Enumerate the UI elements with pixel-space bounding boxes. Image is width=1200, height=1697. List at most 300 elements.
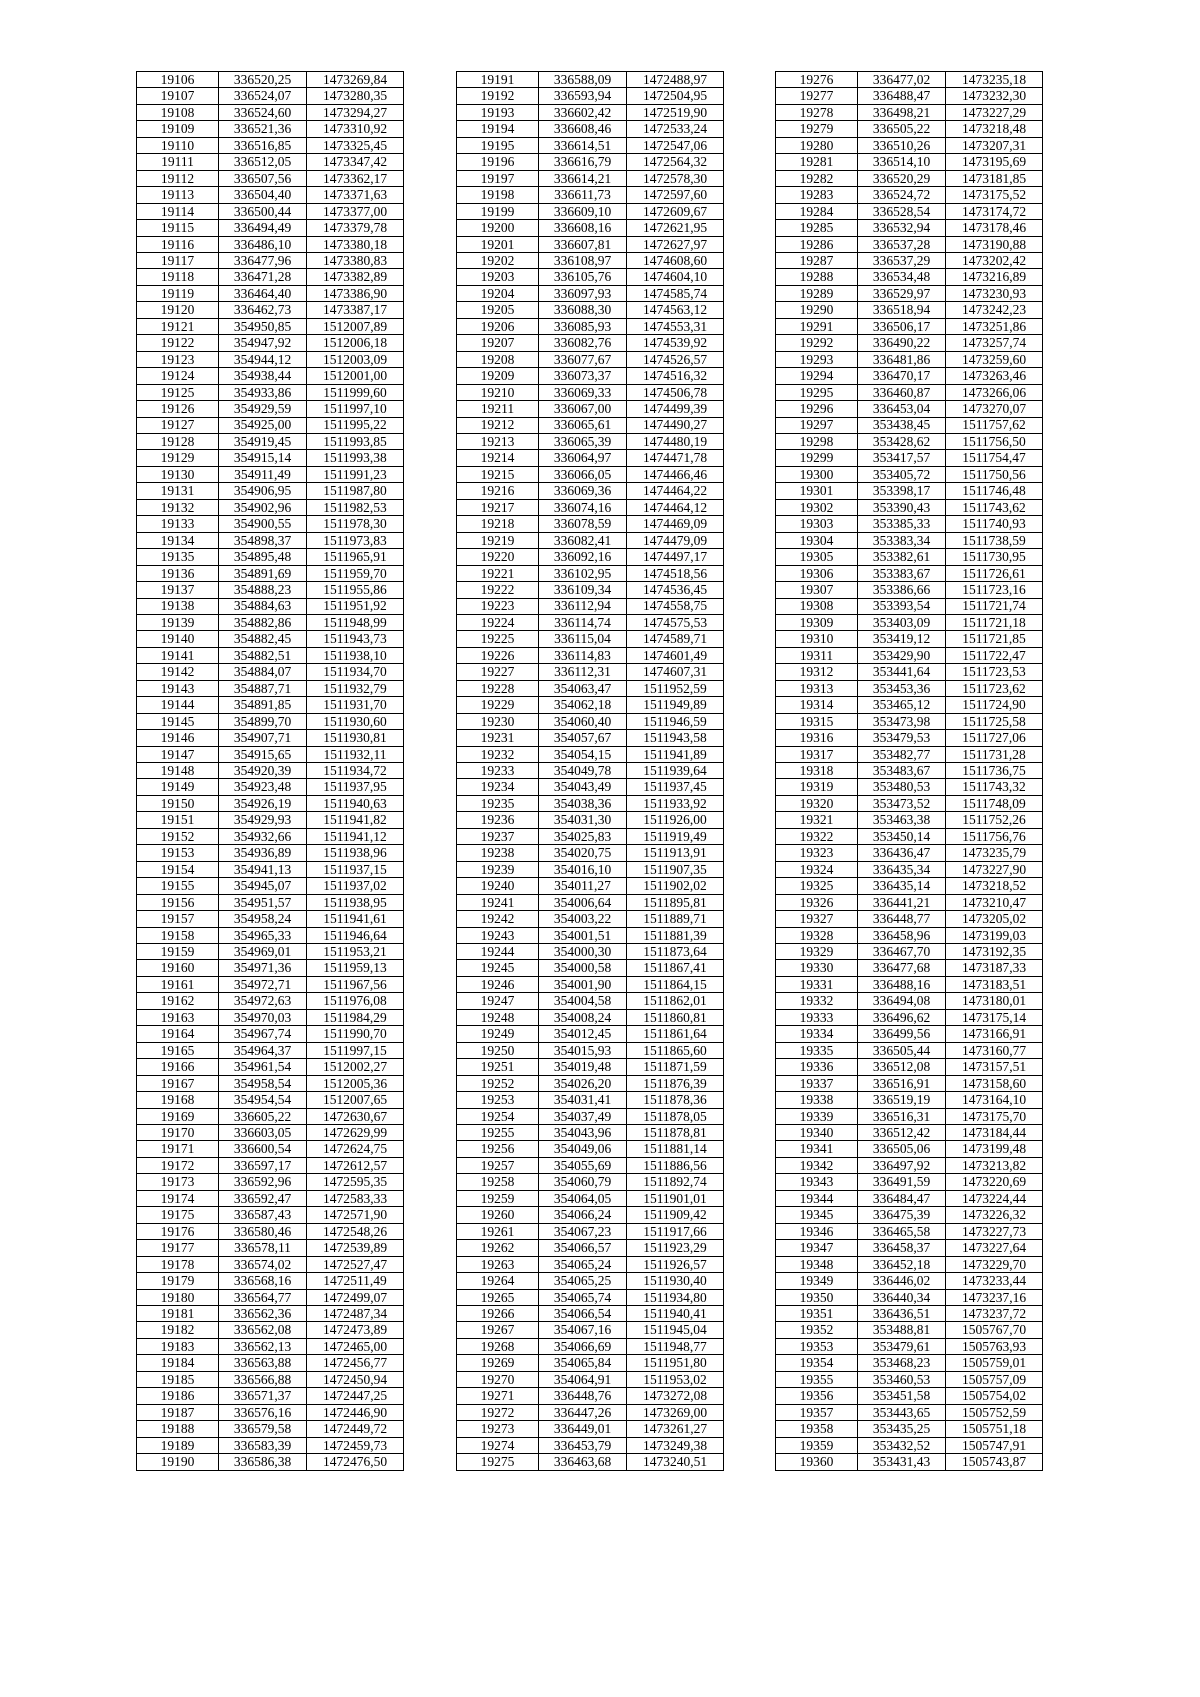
y-coordinate-cell: 1511901,01 bbox=[627, 1190, 724, 1206]
y-coordinate-cell: 1473270,07 bbox=[946, 401, 1043, 417]
y-coordinate-cell: 1511881,14 bbox=[627, 1141, 724, 1157]
point-number-cell: 19162 bbox=[137, 993, 219, 1009]
table-row bbox=[457, 1404, 724, 1420]
point-number-cell: 19156 bbox=[137, 894, 219, 910]
table-row bbox=[137, 72, 404, 88]
x-coordinate-cell: 336505,06 bbox=[858, 1141, 946, 1157]
point-number-cell: 19196 bbox=[457, 154, 539, 170]
table-row bbox=[137, 812, 404, 828]
point-number-cell: 19316 bbox=[776, 730, 858, 746]
x-coordinate-cell: 354065,25 bbox=[539, 1273, 627, 1289]
table-row bbox=[776, 252, 1043, 268]
point-number-cell: 19117 bbox=[137, 252, 219, 268]
point-number-cell: 19179 bbox=[137, 1273, 219, 1289]
point-number-cell: 19296 bbox=[776, 401, 858, 417]
x-coordinate-cell: 336534,48 bbox=[858, 269, 946, 285]
point-number-cell: 19264 bbox=[457, 1273, 539, 1289]
table-row bbox=[776, 285, 1043, 301]
point-number-cell: 19322 bbox=[776, 828, 858, 844]
table-row bbox=[776, 335, 1043, 351]
point-number-cell: 19171 bbox=[137, 1141, 219, 1157]
table-row bbox=[776, 549, 1043, 565]
y-coordinate-cell: 1473199,03 bbox=[946, 927, 1043, 943]
x-coordinate-cell: 354003,22 bbox=[539, 911, 627, 927]
y-coordinate-cell: 1511926,00 bbox=[627, 812, 724, 828]
x-coordinate-cell: 354969,01 bbox=[219, 944, 307, 960]
point-number-cell: 19132 bbox=[137, 499, 219, 515]
point-number-cell: 19330 bbox=[776, 960, 858, 976]
point-number-cell: 19254 bbox=[457, 1108, 539, 1124]
y-coordinate-cell: 1511959,70 bbox=[307, 565, 404, 581]
y-coordinate-cell: 1474490,27 bbox=[627, 417, 724, 433]
x-coordinate-cell: 336592,47 bbox=[219, 1190, 307, 1206]
y-coordinate-cell: 1511941,61 bbox=[307, 911, 404, 927]
table-row bbox=[776, 614, 1043, 630]
coordinates-table-2 bbox=[456, 71, 724, 1471]
table-row bbox=[457, 466, 724, 482]
point-number-cell: 19206 bbox=[457, 318, 539, 334]
table-row bbox=[457, 1190, 724, 1206]
table-row bbox=[457, 680, 724, 696]
table-row bbox=[457, 1322, 724, 1338]
point-number-cell: 19242 bbox=[457, 911, 539, 927]
y-coordinate-cell: 1474499,39 bbox=[627, 401, 724, 417]
x-coordinate-cell: 336516,91 bbox=[858, 1075, 946, 1091]
y-coordinate-cell: 1473160,77 bbox=[946, 1042, 1043, 1058]
point-number-cell: 19145 bbox=[137, 713, 219, 729]
y-coordinate-cell: 1511871,59 bbox=[627, 1059, 724, 1075]
point-number-cell: 19211 bbox=[457, 401, 539, 417]
x-coordinate-cell: 336524,60 bbox=[219, 104, 307, 120]
x-coordinate-cell: 354958,24 bbox=[219, 911, 307, 927]
y-coordinate-cell: 1511861,64 bbox=[627, 1026, 724, 1042]
point-number-cell: 19345 bbox=[776, 1207, 858, 1223]
table-row bbox=[457, 976, 724, 992]
y-coordinate-cell: 1511726,61 bbox=[946, 565, 1043, 581]
y-coordinate-cell: 1511750,56 bbox=[946, 466, 1043, 482]
x-coordinate-cell: 353473,52 bbox=[858, 795, 946, 811]
table-row bbox=[457, 911, 724, 927]
x-coordinate-cell: 336440,34 bbox=[858, 1289, 946, 1305]
point-number-cell: 19245 bbox=[457, 960, 539, 976]
table-row bbox=[137, 1174, 404, 1190]
table-row bbox=[776, 137, 1043, 153]
y-coordinate-cell: 1473371,63 bbox=[307, 187, 404, 203]
table-row bbox=[137, 401, 404, 417]
y-coordinate-cell: 1472504,95 bbox=[627, 88, 724, 104]
table-row bbox=[137, 976, 404, 992]
y-coordinate-cell: 1473269,00 bbox=[627, 1404, 724, 1420]
x-coordinate-cell: 336488,16 bbox=[858, 976, 946, 992]
x-coordinate-cell: 336593,94 bbox=[539, 88, 627, 104]
y-coordinate-cell: 1511937,15 bbox=[307, 861, 404, 877]
table-row bbox=[137, 220, 404, 236]
y-coordinate-cell: 1473220,69 bbox=[946, 1174, 1043, 1190]
y-coordinate-cell: 1472548,26 bbox=[307, 1223, 404, 1239]
x-coordinate-cell: 354067,16 bbox=[539, 1322, 627, 1338]
y-coordinate-cell: 1511867,41 bbox=[627, 960, 724, 976]
point-number-cell: 19293 bbox=[776, 351, 858, 367]
y-coordinate-cell: 1473207,31 bbox=[946, 137, 1043, 153]
point-number-cell: 19119 bbox=[137, 285, 219, 301]
table-row bbox=[457, 335, 724, 351]
y-coordinate-cell: 1511941,12 bbox=[307, 828, 404, 844]
y-coordinate-cell: 1472595,35 bbox=[307, 1174, 404, 1190]
table-row bbox=[776, 1174, 1043, 1190]
table-row bbox=[137, 335, 404, 351]
table-row bbox=[457, 72, 724, 88]
x-coordinate-cell: 354043,96 bbox=[539, 1125, 627, 1141]
table-row bbox=[776, 1421, 1043, 1437]
table-row bbox=[457, 730, 724, 746]
table-row bbox=[457, 549, 724, 565]
y-coordinate-cell: 1511997,15 bbox=[307, 1042, 404, 1058]
point-number-cell: 19243 bbox=[457, 927, 539, 943]
table-row bbox=[457, 713, 724, 729]
table-row bbox=[776, 1338, 1043, 1354]
x-coordinate-cell: 353438,45 bbox=[858, 417, 946, 433]
point-number-cell: 19118 bbox=[137, 269, 219, 285]
y-coordinate-cell: 1473192,35 bbox=[946, 944, 1043, 960]
x-coordinate-cell: 354895,48 bbox=[219, 549, 307, 565]
x-coordinate-cell: 336064,97 bbox=[539, 450, 627, 466]
x-coordinate-cell: 354958,54 bbox=[219, 1075, 307, 1091]
point-number-cell: 19167 bbox=[137, 1075, 219, 1091]
point-number-cell: 19255 bbox=[457, 1125, 539, 1141]
point-number-cell: 19164 bbox=[137, 1026, 219, 1042]
y-coordinate-cell: 1511721,18 bbox=[946, 614, 1043, 630]
x-coordinate-cell: 354037,49 bbox=[539, 1108, 627, 1124]
point-number-cell: 19291 bbox=[776, 318, 858, 334]
point-number-cell: 19238 bbox=[457, 845, 539, 861]
x-coordinate-cell: 354060,40 bbox=[539, 713, 627, 729]
x-coordinate-cell: 336583,39 bbox=[219, 1437, 307, 1453]
y-coordinate-cell: 1511860,81 bbox=[627, 1009, 724, 1025]
y-coordinate-cell: 1473230,93 bbox=[946, 285, 1043, 301]
x-coordinate-cell: 353443,65 bbox=[858, 1404, 946, 1420]
point-number-cell: 19346 bbox=[776, 1223, 858, 1239]
table-row bbox=[137, 170, 404, 186]
table-row bbox=[457, 285, 724, 301]
y-coordinate-cell: 1511948,77 bbox=[627, 1338, 724, 1354]
point-number-cell: 19263 bbox=[457, 1256, 539, 1272]
table-row bbox=[776, 532, 1043, 548]
table-row bbox=[457, 121, 724, 137]
x-coordinate-cell: 336073,37 bbox=[539, 368, 627, 384]
table-row bbox=[137, 187, 404, 203]
point-number-cell: 19307 bbox=[776, 582, 858, 598]
x-coordinate-cell: 336574,02 bbox=[219, 1256, 307, 1272]
x-coordinate-cell: 336518,94 bbox=[858, 302, 946, 318]
table-row bbox=[457, 203, 724, 219]
point-number-cell: 19197 bbox=[457, 170, 539, 186]
x-coordinate-cell: 336505,22 bbox=[858, 121, 946, 137]
x-coordinate-cell: 336500,44 bbox=[219, 203, 307, 219]
table-row bbox=[457, 318, 724, 334]
point-number-cell: 19159 bbox=[137, 944, 219, 960]
y-coordinate-cell: 1511873,64 bbox=[627, 944, 724, 960]
point-number-cell: 19314 bbox=[776, 697, 858, 713]
table-row bbox=[776, 1026, 1043, 1042]
y-coordinate-cell: 1511757,62 bbox=[946, 417, 1043, 433]
y-coordinate-cell: 1473242,23 bbox=[946, 302, 1043, 318]
point-number-cell: 19334 bbox=[776, 1026, 858, 1042]
point-number-cell: 19249 bbox=[457, 1026, 539, 1042]
table-row bbox=[776, 433, 1043, 449]
y-coordinate-cell: 1511724,90 bbox=[946, 697, 1043, 713]
x-coordinate-cell: 354015,93 bbox=[539, 1042, 627, 1058]
y-coordinate-cell: 1474466,46 bbox=[627, 466, 724, 482]
x-coordinate-cell: 336452,18 bbox=[858, 1256, 946, 1272]
y-coordinate-cell: 1511730,95 bbox=[946, 549, 1043, 565]
table-row bbox=[776, 845, 1043, 861]
point-number-cell: 19140 bbox=[137, 631, 219, 647]
table-row bbox=[137, 647, 404, 663]
x-coordinate-cell: 336571,37 bbox=[219, 1388, 307, 1404]
y-coordinate-cell: 1511931,70 bbox=[307, 697, 404, 713]
x-coordinate-cell: 353417,57 bbox=[858, 450, 946, 466]
table-row bbox=[457, 220, 724, 236]
y-coordinate-cell: 1505767,70 bbox=[946, 1322, 1043, 1338]
table-row bbox=[137, 1404, 404, 1420]
y-coordinate-cell: 1511902,02 bbox=[627, 878, 724, 894]
point-number-cell: 19278 bbox=[776, 104, 858, 120]
table-row bbox=[457, 1157, 724, 1173]
x-coordinate-cell: 336458,96 bbox=[858, 927, 946, 943]
y-coordinate-cell: 1511886,56 bbox=[627, 1157, 724, 1173]
point-number-cell: 19223 bbox=[457, 598, 539, 614]
x-coordinate-cell: 336498,21 bbox=[858, 104, 946, 120]
table-row bbox=[776, 1042, 1043, 1058]
coordinates-table-1 bbox=[136, 71, 404, 1471]
y-coordinate-cell: 1474558,75 bbox=[627, 598, 724, 614]
table-row bbox=[776, 1454, 1043, 1470]
x-coordinate-cell: 354025,83 bbox=[539, 828, 627, 844]
table-row bbox=[137, 203, 404, 219]
y-coordinate-cell: 1473227,90 bbox=[946, 861, 1043, 877]
point-number-cell: 19173 bbox=[137, 1174, 219, 1190]
y-coordinate-cell: 1505751,18 bbox=[946, 1421, 1043, 1437]
table-row bbox=[457, 1223, 724, 1239]
point-number-cell: 19298 bbox=[776, 433, 858, 449]
point-number-cell: 19286 bbox=[776, 236, 858, 252]
point-number-cell: 19276 bbox=[776, 72, 858, 88]
y-coordinate-cell: 1473213,82 bbox=[946, 1157, 1043, 1173]
point-number-cell: 19130 bbox=[137, 466, 219, 482]
table-row bbox=[776, 88, 1043, 104]
y-coordinate-cell: 1512005,36 bbox=[307, 1075, 404, 1091]
table-row bbox=[137, 1437, 404, 1453]
x-coordinate-cell: 354000,58 bbox=[539, 960, 627, 976]
x-coordinate-cell: 336464,40 bbox=[219, 285, 307, 301]
y-coordinate-cell: 1511941,89 bbox=[627, 746, 724, 762]
table-row bbox=[137, 1256, 404, 1272]
table-row bbox=[457, 433, 724, 449]
y-coordinate-cell: 1472450,94 bbox=[307, 1371, 404, 1387]
x-coordinate-cell: 353429,90 bbox=[858, 647, 946, 663]
point-number-cell: 19325 bbox=[776, 878, 858, 894]
x-coordinate-cell: 353451,58 bbox=[858, 1388, 946, 1404]
x-coordinate-cell: 354067,23 bbox=[539, 1223, 627, 1239]
table-row bbox=[137, 1338, 404, 1354]
x-coordinate-cell: 353465,12 bbox=[858, 697, 946, 713]
y-coordinate-cell: 1472465,00 bbox=[307, 1338, 404, 1354]
table-row bbox=[457, 1371, 724, 1387]
table-row bbox=[776, 483, 1043, 499]
point-number-cell: 19184 bbox=[137, 1355, 219, 1371]
point-number-cell: 19207 bbox=[457, 335, 539, 351]
x-coordinate-cell: 336507,56 bbox=[219, 170, 307, 186]
table-row bbox=[457, 1108, 724, 1124]
x-coordinate-cell: 336516,85 bbox=[219, 137, 307, 153]
x-coordinate-cell: 354929,93 bbox=[219, 812, 307, 828]
point-number-cell: 19133 bbox=[137, 516, 219, 532]
x-coordinate-cell: 353403,09 bbox=[858, 614, 946, 630]
x-coordinate-cell: 354026,20 bbox=[539, 1075, 627, 1091]
x-coordinate-cell: 336435,34 bbox=[858, 861, 946, 877]
table-row bbox=[457, 137, 724, 153]
table-row bbox=[137, 598, 404, 614]
table-row bbox=[457, 1075, 724, 1091]
table-row bbox=[776, 318, 1043, 334]
point-number-cell: 19218 bbox=[457, 516, 539, 532]
point-number-cell: 19233 bbox=[457, 763, 539, 779]
point-number-cell: 19187 bbox=[137, 1404, 219, 1420]
y-coordinate-cell: 1473235,79 bbox=[946, 845, 1043, 861]
y-coordinate-cell: 1512006,18 bbox=[307, 335, 404, 351]
point-number-cell: 19268 bbox=[457, 1338, 539, 1354]
x-coordinate-cell: 336067,00 bbox=[539, 401, 627, 417]
y-coordinate-cell: 1511938,95 bbox=[307, 894, 404, 910]
x-coordinate-cell: 354064,91 bbox=[539, 1371, 627, 1387]
point-number-cell: 19185 bbox=[137, 1371, 219, 1387]
point-number-cell: 19121 bbox=[137, 318, 219, 334]
table-row bbox=[137, 565, 404, 581]
y-coordinate-cell: 1511934,72 bbox=[307, 763, 404, 779]
point-number-cell: 19347 bbox=[776, 1240, 858, 1256]
table-row bbox=[137, 1141, 404, 1157]
table-row bbox=[776, 861, 1043, 877]
table-row bbox=[457, 236, 724, 252]
y-coordinate-cell: 1511721,74 bbox=[946, 598, 1043, 614]
point-number-cell: 19353 bbox=[776, 1338, 858, 1354]
point-number-cell: 19265 bbox=[457, 1289, 539, 1305]
y-coordinate-cell: 1473205,02 bbox=[946, 911, 1043, 927]
x-coordinate-cell: 336112,94 bbox=[539, 598, 627, 614]
y-coordinate-cell: 1511945,04 bbox=[627, 1322, 724, 1338]
y-coordinate-cell: 1511746,48 bbox=[946, 483, 1043, 499]
table-row bbox=[137, 1322, 404, 1338]
point-number-cell: 19335 bbox=[776, 1042, 858, 1058]
y-coordinate-cell: 1472564,32 bbox=[627, 154, 724, 170]
table-row bbox=[776, 1190, 1043, 1206]
point-number-cell: 19352 bbox=[776, 1322, 858, 1338]
table-row bbox=[776, 236, 1043, 252]
y-coordinate-cell: 1473259,60 bbox=[946, 351, 1043, 367]
y-coordinate-cell: 1511913,91 bbox=[627, 845, 724, 861]
table-row bbox=[457, 532, 724, 548]
point-number-cell: 19340 bbox=[776, 1125, 858, 1141]
point-number-cell: 19228 bbox=[457, 680, 539, 696]
point-number-cell: 19125 bbox=[137, 384, 219, 400]
table-row bbox=[137, 944, 404, 960]
y-coordinate-cell: 1511993,38 bbox=[307, 450, 404, 466]
point-number-cell: 19357 bbox=[776, 1404, 858, 1420]
y-coordinate-cell: 1511940,63 bbox=[307, 795, 404, 811]
y-coordinate-cell: 1474601,49 bbox=[627, 647, 724, 663]
point-number-cell: 19248 bbox=[457, 1009, 539, 1025]
table-row bbox=[776, 795, 1043, 811]
point-number-cell: 19289 bbox=[776, 285, 858, 301]
y-coordinate-cell: 1512003,09 bbox=[307, 351, 404, 367]
y-coordinate-cell: 1511959,13 bbox=[307, 960, 404, 976]
point-number-cell: 19262 bbox=[457, 1240, 539, 1256]
x-coordinate-cell: 353393,54 bbox=[858, 598, 946, 614]
x-coordinate-cell: 336486,10 bbox=[219, 236, 307, 252]
y-coordinate-cell: 1511892,74 bbox=[627, 1174, 724, 1190]
point-number-cell: 19239 bbox=[457, 861, 539, 877]
x-coordinate-cell: 336065,61 bbox=[539, 417, 627, 433]
point-number-cell: 19300 bbox=[776, 466, 858, 482]
table-row bbox=[776, 1075, 1043, 1091]
table-row bbox=[457, 1207, 724, 1223]
table-row bbox=[137, 1125, 404, 1141]
table-row bbox=[457, 516, 724, 532]
point-number-cell: 19235 bbox=[457, 795, 539, 811]
x-coordinate-cell: 336078,59 bbox=[539, 516, 627, 532]
x-coordinate-cell: 354906,95 bbox=[219, 483, 307, 499]
table-row bbox=[137, 763, 404, 779]
y-coordinate-cell: 1511723,53 bbox=[946, 664, 1043, 680]
point-number-cell: 19161 bbox=[137, 976, 219, 992]
x-coordinate-cell: 354060,79 bbox=[539, 1174, 627, 1190]
point-number-cell: 19152 bbox=[137, 828, 219, 844]
x-coordinate-cell: 336505,44 bbox=[858, 1042, 946, 1058]
x-coordinate-cell: 354064,05 bbox=[539, 1190, 627, 1206]
y-coordinate-cell: 1511881,39 bbox=[627, 927, 724, 943]
table-row bbox=[137, 911, 404, 927]
y-coordinate-cell: 1511953,02 bbox=[627, 1371, 724, 1387]
x-coordinate-cell: 336568,16 bbox=[219, 1273, 307, 1289]
point-number-cell: 19251 bbox=[457, 1059, 539, 1075]
x-coordinate-cell: 336077,67 bbox=[539, 351, 627, 367]
table-row bbox=[776, 730, 1043, 746]
y-coordinate-cell: 1511895,81 bbox=[627, 894, 724, 910]
x-coordinate-cell: 336108,97 bbox=[539, 252, 627, 268]
x-coordinate-cell: 353480,53 bbox=[858, 779, 946, 795]
y-coordinate-cell: 1473226,32 bbox=[946, 1207, 1043, 1223]
y-coordinate-cell: 1473199,48 bbox=[946, 1141, 1043, 1157]
table-row bbox=[137, 1157, 404, 1173]
x-coordinate-cell: 354933,86 bbox=[219, 384, 307, 400]
point-number-cell: 19267 bbox=[457, 1322, 539, 1338]
y-coordinate-cell: 1473237,72 bbox=[946, 1305, 1043, 1321]
x-coordinate-cell: 354972,71 bbox=[219, 976, 307, 992]
x-coordinate-cell: 354887,71 bbox=[219, 680, 307, 696]
table-row bbox=[776, 779, 1043, 795]
x-coordinate-cell: 336448,76 bbox=[539, 1388, 627, 1404]
table-row bbox=[457, 582, 724, 598]
y-coordinate-cell: 1472447,25 bbox=[307, 1388, 404, 1404]
y-coordinate-cell: 1511743,62 bbox=[946, 499, 1043, 515]
point-number-cell: 19244 bbox=[457, 944, 539, 960]
y-coordinate-cell: 1511933,92 bbox=[627, 795, 724, 811]
x-coordinate-cell: 336069,36 bbox=[539, 483, 627, 499]
x-coordinate-cell: 336506,17 bbox=[858, 318, 946, 334]
y-coordinate-cell: 1473235,18 bbox=[946, 72, 1043, 88]
table-row bbox=[457, 1454, 724, 1470]
table-row bbox=[776, 1289, 1043, 1305]
